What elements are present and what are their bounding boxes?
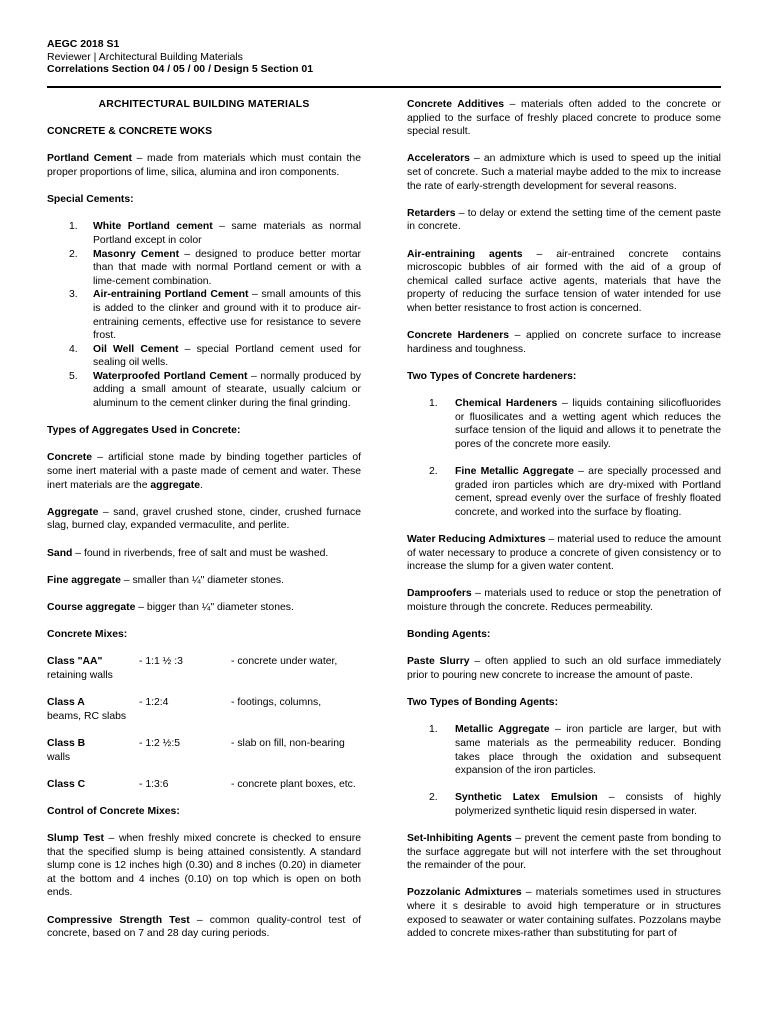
aggregates-heading: Types of Aggregates Used in Concrete: xyxy=(47,425,241,437)
paragraph-air-entraining: Air-entraining agents – air-entrained concrete contains microscopic bubbles of air formed with the aid of a group of chemical called surface active agents, materials that have the property of reducing the surface tension of water intended for use when better resistance to frost action is concerned. xyxy=(407,248,722,314)
concrete-mixes-table xyxy=(47,655,361,791)
list-item: 1. White Portland cement – same materials as normal Portland except in color xyxy=(69,221,362,246)
hardener-types-heading: Two Types of Concrete hardeners: xyxy=(407,370,577,382)
paragraph-paste-slurry: Paste Slurry – often applied to such an old surface immediately prior to pouring new concrete to increase the amount of paste. xyxy=(407,656,721,681)
mix-entry: Class C - 1:3:6 - concrete plant boxes, etc. xyxy=(47,778,356,790)
paragraph-sand: Sand – found in riverbends, free of salt and must be washed. xyxy=(47,547,329,559)
mix-entry: Class "AA" - 1:1 ½ :3 - concrete under water, retaining walls xyxy=(47,656,338,681)
list-item: 2. Fine Metallic Aggregate – are specially processed and graded iron particles which are dry-mixed with Portland cement, spread evenly over the surface of freshly floated concrete, and worked into the surface by floating. xyxy=(429,466,721,518)
page-header xyxy=(47,38,727,76)
term: Portland Cement xyxy=(47,153,132,165)
definition: – made from materials which must contain the proper proportions of lime, silica, alumina and iron components. xyxy=(47,153,361,178)
list-item: 4. Oil Well Cement – special Portland cement used for sealing oil wells. xyxy=(69,343,361,369)
paragraph-portland-cement xyxy=(47,152,361,179)
list-item: 1. Metallic Aggregate – iron particle are larger, but with same materials as the permeability reducer. Bonding takes place through the oxidation and subsequent expansion of the iron particles. xyxy=(429,724,721,777)
list-item: 2. Masonry Cement – designed to produce better mortar than that made with normal Portland cement or with a lime-cement combination. xyxy=(69,248,361,287)
list-item: 5. Waterproofed Portland Cement – normally produced by adding a small amount of stearate, usually calcium or aluminum to the cement clinker during the final grinding. xyxy=(69,370,361,410)
paragraph-set-inhibiting: Set-Inhibiting Agents – prevent the cement paste from bonding to the surface aggregate but will not interfere with the set throughout the remainder of the pour. xyxy=(407,833,721,872)
hardener-types-list xyxy=(407,397,721,519)
header-rule xyxy=(47,86,721,88)
paragraph-pozzolanic: Pozzolanic Admixtures – materials sometimes used in structures where it s desirable to avoid high temperature or in structures exposed to seawater or water containing sulfates. Pozzolans maybe added to concrete mixes-rather than substituting for part of xyxy=(407,887,721,940)
right-column xyxy=(407,98,721,941)
mix-entry: Class B - 1:2 ½:5 - slab on fill, non-bearing walls xyxy=(47,737,345,763)
paragraph-damproofers: Damproofers – materials used to reduce or stop the penetration of moisture through the concrete. Reduces permeability. xyxy=(407,588,721,613)
concrete-mixes-heading: Concrete Mixes: xyxy=(47,629,128,641)
paragraph-concrete: Concrete – artificial stone made by binding together particles of some inert material with a paste made of cement and water. These inert materials are the aggregate. xyxy=(47,452,361,491)
paragraph-water-reducing: Water Reducing Admixtures – material used to reduce the amount of water necessary to produce a concrete of given consistency or to increase the slump for a given water content. xyxy=(407,534,722,573)
paragraph-compressive-test: Compressive Strength Test – common quality-control test of concrete, based on 7 and 28 day curing periods. xyxy=(47,914,362,940)
section-heading: CONCRETE & CONCRETE WOKS xyxy=(47,126,213,138)
list-item: 1. Chemical Hardeners – liquids containing silicofluorides or fluosilicates and a wetting agent which reduces the surface tension of the liquid and allows it to penetrate the pores of the concrete more easily. xyxy=(429,398,721,450)
paragraph-hardeners: Concrete Hardeners – applied on concrete surface to increase hardiness and toughness. xyxy=(407,330,721,355)
paragraph-slump-test: Slump Test – when freshly mixed concrete is checked to ensure that the specified slump is being attained consistently. A standard slump cone is 12 inches high (0.30) and 8 inches (0.20) in diameter at the bottom and 4 inches (0.10) on top which is open on both ends. xyxy=(47,833,361,899)
header-correlations: Correlations Section 04 / 05 / 00 / Design 5 Section 01 xyxy=(47,63,314,75)
list-item: 3. Air-entraining Portland Cement – small amounts of this is added to the clinker and ground with it to produce air-entraining cements, effective use for resistance to severe frost. xyxy=(69,289,361,342)
paragraph-aggregate: Aggregate – sand, gravel crushed stone, cinder, crushed furnace slag, burned clay, expanded vermaculite, and perlite. xyxy=(47,506,361,532)
paragraph-retarders: Retarders – to delay or extend the setting time of the cement paste in concrete. xyxy=(407,207,721,233)
mix-entry: Class A - 1:2:4 - footings, columns, beams, RC slabs xyxy=(47,697,322,722)
control-mixes-heading: Control of Concrete Mixes: xyxy=(47,805,180,817)
paragraph-course-aggregate: Course aggregate – bigger than ¼" diameter stones. xyxy=(47,601,294,613)
paragraph-accelerators: Accelerators – an admixture which is used to speed up the initial set of concrete. Such a material maybe added to the mix to increase the rate of early-strength development for several reasons. xyxy=(407,153,721,192)
paragraph-fine-aggregate: Fine aggregate – smaller than ¼" diameter stones. xyxy=(47,574,285,586)
special-cements-heading: Special Cements: xyxy=(47,194,134,206)
special-cements-list xyxy=(47,220,361,410)
header-subject: Reviewer | Architectural Building Materials xyxy=(47,50,243,63)
list-item: 2. Synthetic Latex Emulsion – consists of highly polymerized synthetic liquid resin dispersed in water. xyxy=(429,792,721,817)
bonding-types-list xyxy=(407,723,721,818)
bonding-agents-heading: Bonding Agents: xyxy=(407,629,491,641)
left-column xyxy=(47,98,361,941)
paragraph-additives: Concrete Additives – materials often added to the concrete or applied to the surface of freshly placed concrete to produce some special result. xyxy=(407,99,721,138)
bonding-types-heading: Two Types of Bonding Agents: xyxy=(407,697,559,709)
document-title: ARCHITECTURAL BUILDING MATERIALS xyxy=(98,99,310,110)
header-course: AEGC 2018 S1 xyxy=(47,38,120,50)
